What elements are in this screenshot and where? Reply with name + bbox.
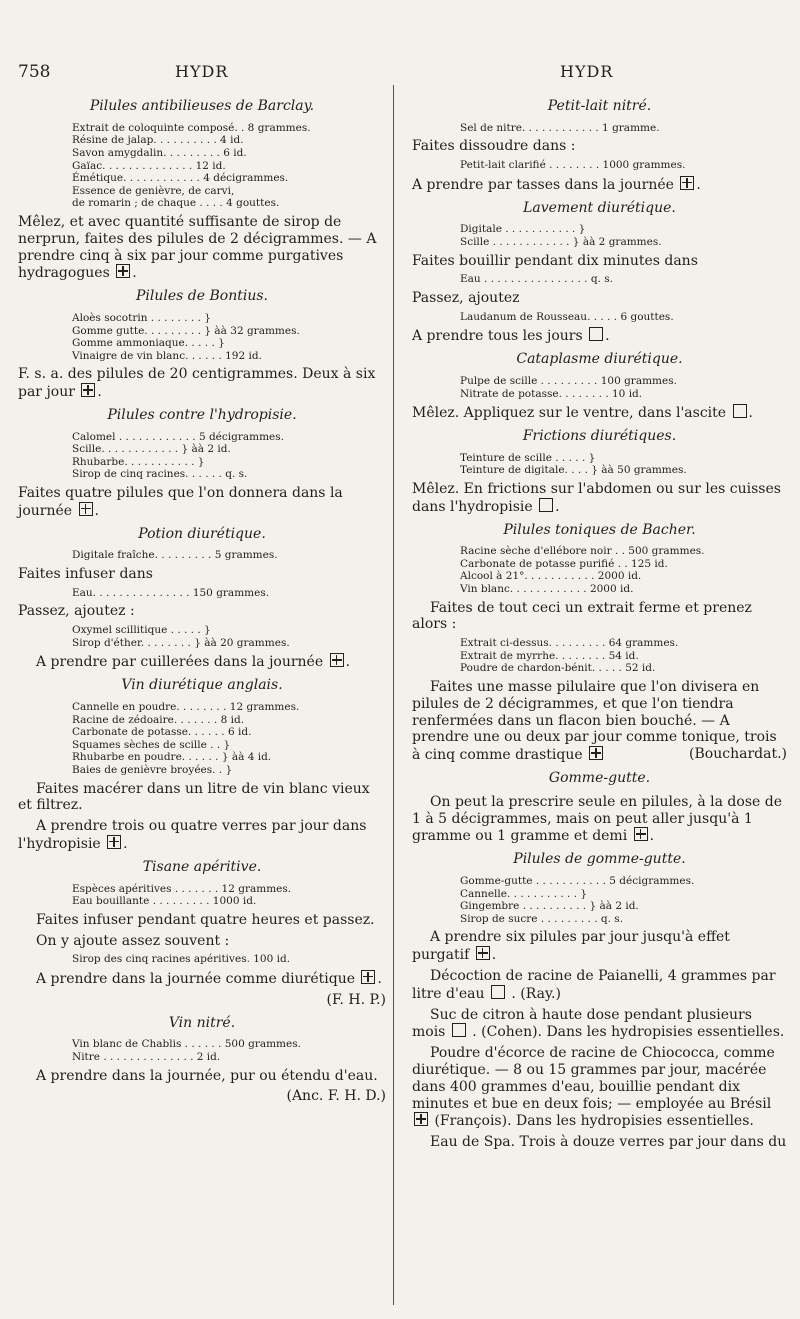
paragraph xyxy=(18,933,386,950)
column-rule xyxy=(393,85,394,1305)
formula-line: Aloès socotrin . . . . . . . . } xyxy=(72,311,211,324)
recipe-heading: Pilules contre l'hydropisie. xyxy=(107,406,297,423)
paragraph-text: Faites bouillir pendant dix minutes dans xyxy=(412,252,698,269)
paragraph-text: (F. H. P.) xyxy=(326,991,386,1008)
paragraph xyxy=(412,929,787,964)
paragraph xyxy=(412,679,787,764)
formula-line: Essence de genièvre, de carvi, xyxy=(72,184,235,197)
punctuation: . xyxy=(491,947,497,964)
paragraph xyxy=(18,818,386,853)
paragraph-text: F. s. a. des pilules de 20 centigrammes. Deux à six par jour xyxy=(18,366,376,401)
formula-line: Racine de zédoaire. . . . . . . 8 id. xyxy=(72,713,245,726)
paragraph-text: A prendre dans la journée, pur ou étendu d'eau. xyxy=(36,1067,378,1084)
formula-line: Savon amygdalin. . . . . . . . . 6 id. xyxy=(72,146,247,159)
formula-line: Espèces apéritives . . . . . . . 12 grammes. xyxy=(72,882,292,895)
formula-line: Vin blanc de Chablis . . . . . . 500 grammes. xyxy=(72,1038,301,1051)
formula-line: Gomme ammoniaque. . . . . } xyxy=(72,337,225,350)
paragraph-text: Faites infuser dans xyxy=(18,566,153,583)
paragraph-text: Passez, ajoutez xyxy=(412,289,520,306)
paragraph-text: Décoction de racine de Paianelli, 4 grammes par litre d'eau xyxy=(412,967,776,1002)
formula-line: Teinture de scille . . . . . } xyxy=(460,451,596,464)
paragraph-tail: (Bouchardat.) xyxy=(689,746,787,763)
formula-line: Extrait de myrrhe. . . . . . . . 54 id. xyxy=(460,649,639,662)
formula-line: Nitrate de potasse. . . . . . . . 10 id. xyxy=(460,387,643,400)
formula-line: Alcool à 21°. . . . . . . . . . . 2000 id. xyxy=(460,570,642,583)
paragraph xyxy=(412,1134,787,1151)
paragraph xyxy=(18,992,386,1009)
formula-line: Eau bouillante . . . . . . . . . 1000 id. xyxy=(72,895,257,908)
boxed-plus-icon xyxy=(81,383,95,397)
formula-line: Sel de nitre. . . . . . . . . . . . 1 gramme. xyxy=(460,121,660,134)
boxed-plus-icon xyxy=(589,746,603,760)
punctuation: . xyxy=(696,176,701,193)
punctuation: . xyxy=(377,970,382,987)
punctuation: . xyxy=(132,265,137,282)
formula-line: Digitale . . . . . . . . . . . } xyxy=(460,223,586,236)
paragraph xyxy=(412,1007,787,1042)
paragraph-text: Mêlez. En frictions sur l'abdomen ou sur les cuisses dans l'hydropisie xyxy=(412,480,781,515)
empty-box-icon xyxy=(491,985,505,999)
formula-line: Carbonate de potasse. . . . . . 6 id. xyxy=(72,726,252,739)
paragraph-text: A prendre par cuillerées dans la journée xyxy=(36,654,328,671)
paragraph xyxy=(412,138,787,155)
formula-line: Sirop de cinq racines. . . . . . q. s. xyxy=(72,468,248,481)
formula-line: Sirop d'éther. . . . . . . . } àà 20 grammes. xyxy=(72,636,290,649)
paragraph-text: Eau de Spa. Trois à douze verres par jour dans du xyxy=(430,1134,787,1151)
recipe-heading: Pilules de gomme-gutte. xyxy=(513,851,686,868)
formula-line: Scille. . . . . . . . . . . . } àà 2 id. xyxy=(72,443,231,456)
paragraph-text: Faites dissoudre dans : xyxy=(412,138,576,155)
punctuation: . xyxy=(748,405,753,422)
paragraph-text: A prendre par tasses dans la journée xyxy=(412,176,679,193)
empty-box-icon xyxy=(733,404,747,418)
paragraph xyxy=(412,1045,787,1130)
punctuation: . xyxy=(123,835,128,852)
paragraph-text: Passez, ajoutez : xyxy=(18,603,135,620)
boxed-plus-icon xyxy=(680,176,694,190)
recipe-heading: Frictions diurétiques. xyxy=(522,427,677,444)
paragraph xyxy=(18,653,386,671)
formula-line: Laudanum de Rousseau. . . . . 6 gouttes. xyxy=(460,310,674,323)
paragraph xyxy=(18,970,386,988)
paragraph-text: Poudre d'écorce de racine de Chiococca, comme diurétique. — 8 ou 15 grammes par jour, macérée dans 400 grammes d'eau, bouillie pendant dix minutes et bue en deux fois; — employée au Brésil xyxy=(412,1045,775,1112)
paragraph-text: Faites macérer dans un litre de vin blanc vieux et filtrez. xyxy=(18,780,370,814)
recipe-heading: Pilules antibilieuses de Barclay. xyxy=(89,98,315,114)
page-number: 758 xyxy=(18,62,51,82)
left-column xyxy=(18,92,386,1109)
recipe-heading: Vin diurétique anglais. xyxy=(121,677,283,694)
punctuation: . xyxy=(94,502,99,519)
boxed-plus-icon xyxy=(116,264,130,278)
paragraph xyxy=(18,1068,386,1085)
formula-line: Extrait ci-dessus. . . . . . . . . 64 grammes. xyxy=(460,637,679,650)
formula-line: Cannelle. . . . . . . . . . . } xyxy=(460,887,588,900)
paragraph xyxy=(412,290,787,307)
formula-line: Nitre . . . . . . . . . . . . . . 2 id. xyxy=(72,1050,221,1063)
formula-line: de romarin ; de chaque . . . . 4 gouttes. xyxy=(72,197,280,210)
formula-line: Scille . . . . . . . . . . . . } àà 2 grammes. xyxy=(460,235,662,248)
formula-line: Calomel . . . . . . . . . . . . 5 décigrammes. xyxy=(72,430,284,443)
paragraph-text: Mêlez, et avec quantité suffisante de sirop de nerprun, faites des pilules de 2 décigrammes. — A prendre cinq à six par jour comme purgatives hydragogues xyxy=(18,213,377,282)
paragraph-text: Mêlez. Appliquez sur le ventre, dans l'ascite xyxy=(412,405,731,422)
paragraph xyxy=(412,327,787,345)
formula-line: Poudre de chardon-bénit. . . . . 52 id. xyxy=(460,662,656,675)
paragraph xyxy=(412,481,787,516)
recipe-heading: Gomme-gutte. xyxy=(548,770,651,787)
paragraph-text: A prendre dans la journée comme diurétique xyxy=(36,970,360,987)
formula-line: Teinture de digitale. . . . } àà 50 grammes. xyxy=(460,464,687,477)
formula-line: Sirop des cinq racines apéritives. 100 id. xyxy=(72,953,291,966)
formula-line: Rhubarbe. . . . . . . . . . . } xyxy=(72,455,205,468)
paragraph-text: Suc de citron à haute dose pendant plusieurs mois xyxy=(412,1006,752,1041)
formula-line: Carbonate de potasse purifié . . 125 id. xyxy=(460,557,668,570)
formula-line: Résine de jalap. . . . . . . . . . 4 id. xyxy=(72,134,244,147)
boxed-plus-icon xyxy=(634,827,648,841)
paragraph-text: Faites quatre pilules que l'on donnera dans la journée xyxy=(18,485,343,519)
empty-box-icon xyxy=(539,498,553,512)
paragraph-text: (Anc. F. H. D.) xyxy=(286,1088,386,1105)
boxed-plus-icon xyxy=(476,946,490,960)
formula-line: Eau. . . . . . . . . . . . . . . 150 grammes. xyxy=(72,586,270,599)
paragraph-text: A prendre six pilules par jour jusqu'à effet purgatif xyxy=(412,929,730,964)
paragraph xyxy=(412,404,787,422)
paragraph-text: Faites une masse pilulaire que l'on divisera en pilules de 2 décigrammes, et que l'on tiendra renfermées dans un flacon bien bouché. — A prendre une ou deux par jour comme tonique, trois à cinq comme drastique xyxy=(412,679,777,764)
formula-line: Petit-lait clarifié . . . . . . . . 1000 grammes. xyxy=(460,159,686,172)
formula-line: Vin blanc. . . . . . . . . . . . 2000 id. xyxy=(460,583,634,596)
running-head-left: HYDR xyxy=(175,62,229,81)
formula-line: Gomme gutte. . . . . . . . . } àà 32 grammes. xyxy=(72,324,300,337)
recipe-heading: Potion diurétique. xyxy=(138,525,266,542)
formula-line: Gingembre . . . . . . . . . . } àà 2 id. xyxy=(460,900,639,913)
paragraph xyxy=(18,603,386,620)
formula-line: Cannelle en poudre. . . . . . . . 12 grammes. xyxy=(72,701,300,714)
recipe-heading: Vin nitré. xyxy=(168,1014,236,1031)
boxed-plus-icon xyxy=(79,502,93,516)
formula-line: Oxymel scillitique . . . . . } xyxy=(72,624,211,637)
paragraph-text: A prendre tous les jours xyxy=(412,328,588,345)
formula-line: Racine sèche d'ellébore noir . . 500 grammes. xyxy=(460,545,705,558)
recipe-heading: Lavement diurétique. xyxy=(523,199,676,216)
paragraph xyxy=(18,366,386,401)
punctuation: . xyxy=(555,498,560,515)
empty-box-icon xyxy=(589,327,603,341)
right-column xyxy=(412,92,787,1155)
formula-line: Gomme-gutte . . . . . . . . . . . 5 décigrammes. xyxy=(460,875,695,888)
punctuation: . xyxy=(649,828,655,845)
paragraph xyxy=(412,600,787,634)
punctuation: . xyxy=(97,384,102,401)
formula-line: Digitale fraîche. . . . . . . . . 5 grammes. xyxy=(72,549,278,562)
paragraph xyxy=(412,794,787,845)
formula-line: Sirop de sucre . . . . . . . . . q. s. xyxy=(460,912,624,925)
formula-line: Squames sèches de scille . . } xyxy=(72,738,231,751)
recipe-heading: Pilules toniques de Bacher. xyxy=(503,521,696,538)
paragraph-text: On y ajoute assez souvent : xyxy=(36,932,230,949)
paragraph xyxy=(18,485,386,520)
boxed-plus-icon xyxy=(330,653,344,667)
formula-line: Baies de genièvre broyées. . } xyxy=(72,764,233,776)
paragraph xyxy=(412,176,787,194)
recipe-heading: Tisane apéritive. xyxy=(142,858,262,875)
paragraph-tail: (François). Dans les hydropisies essentielles. xyxy=(430,1113,754,1130)
boxed-plus-icon xyxy=(414,1112,428,1126)
paragraph-tail: . (Ray.) xyxy=(506,985,561,1002)
recipe-heading: Petit-lait nitré. xyxy=(547,98,652,114)
formula-line: Extrait de coloquinte composé. . 8 grammes. xyxy=(72,121,311,134)
formula-line: Rhubarbe en poudre. . . . . . } àà 4 id. xyxy=(72,751,272,764)
paragraph xyxy=(18,1088,386,1105)
formula-line: Eau . . . . . . . . . . . . . . . . q. s. xyxy=(460,273,613,286)
paragraph-text: A prendre trois ou quatre verres par jour dans l'hydropisie xyxy=(18,818,367,852)
formula-line: Vinaigre de vin blanc. . . . . . 192 id. xyxy=(72,349,262,362)
boxed-plus-icon xyxy=(107,835,121,849)
paragraph-text: Faites de tout ceci un extrait ferme et prenez alors : xyxy=(412,599,752,633)
formula-line: Pulpe de scille . . . . . . . . . 100 grammes. xyxy=(460,374,677,387)
formula-line: Gaïac. . . . . . . . . . . . . . 12 id. xyxy=(72,159,226,172)
paragraph-text: Faites infuser pendant quatre heures et passez. xyxy=(36,911,375,928)
boxed-plus-icon xyxy=(361,970,375,984)
punctuation: . xyxy=(345,654,351,671)
recipe-heading: Cataplasme diurétique. xyxy=(516,351,683,368)
paragraph xyxy=(18,912,386,929)
empty-box-icon xyxy=(452,1023,466,1037)
paragraph xyxy=(18,781,386,815)
paragraph xyxy=(412,253,787,270)
paragraph-text: On peut la prescrire seule en pilules, à la dose de 1 à 5 décigrammes, mais on peut aller jusqu'à 1 gramme ou 1 gramme et demi xyxy=(412,793,782,845)
paragraph xyxy=(412,968,787,1003)
paragraph-tail: . (Cohen). Dans les hydropisies essentielles. xyxy=(467,1024,785,1041)
recipe-heading: Pilules de Bontius. xyxy=(136,288,268,305)
paragraph xyxy=(18,214,386,282)
punctuation: . xyxy=(605,328,610,345)
paragraph xyxy=(18,566,386,583)
running-head-right: HYDR xyxy=(560,62,614,81)
formula-line: Émétique. . . . . . . . . . . . 4 décigrammes. xyxy=(72,172,289,185)
